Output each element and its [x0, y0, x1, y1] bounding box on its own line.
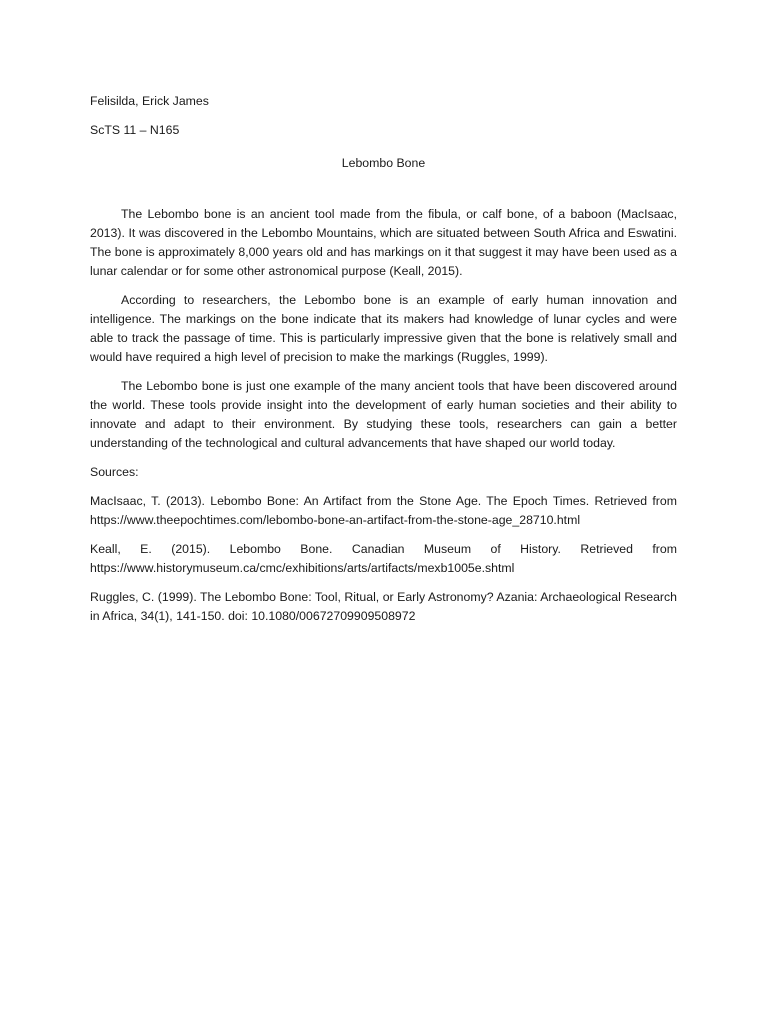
body-paragraph-3: The Lebombo bone is just one example of the many ancient tools that have been discovered around the world. These tools provide insight into the development of early human societies and their ability to innovate and adapt to their environment. By studying these tools, researchers can gain a better understanding of the technological and cultural advancements that have shaped our world today.	[90, 379, 677, 450]
document-page	[90, 92, 677, 636]
author-name: Felisilda, Erick James	[90, 94, 209, 108]
reference-ruggles: Ruggles, C. (1999). The Lebombo Bone: Tool, Ritual, or Early Astronomy? Azania: Archaeological Research in Africa, 34(1), 141-150. doi: 10.1080/00672709909508972	[90, 590, 677, 623]
reference-macisaac: MacIsaac, T. (2013). Lebombo Bone: An Artifact from the Stone Age. The Epoch Times. Retrieved from https://www.theepochtimes.com/lebombo-bone-an-artifact-from-the-stone-age_28710.html	[90, 494, 677, 527]
sources-heading: Sources:	[90, 465, 139, 479]
document-title: Lebombo Bone	[341, 156, 426, 170]
course-code: ScTS 11 – N165	[90, 123, 180, 137]
reference-keall: Keall, E. (2015). Lebombo Bone. Canadian Museum of History. Retrieved from https://www.historymuseum.ca/cmc/exhibitions/arts/artifacts/mexb1005e.shtml	[90, 542, 677, 575]
body-paragraph-1: The Lebombo bone is an ancient tool made from the fibula, or calf bone, of a baboon (MacIsaac, 2013). It was discovered in the Lebombo Mountains, which are situated between South Africa and Eswatini. The bone is approximately 8,000 years old and has markings on it that suggest it may have been used as a lunar calendar or for some other astronomical purpose (Keall, 2015).	[90, 207, 677, 278]
body-paragraph-2: According to researchers, the Lebombo bone is an example of early human innovation and intelligence. The markings on the bone indicate that its makers had knowledge of lunar cycles and were able to track the passage of time. This is particularly impressive given that the bone is relatively small and would have required a high level of precision to make the markings (Ruggles, 1999).	[90, 293, 677, 364]
